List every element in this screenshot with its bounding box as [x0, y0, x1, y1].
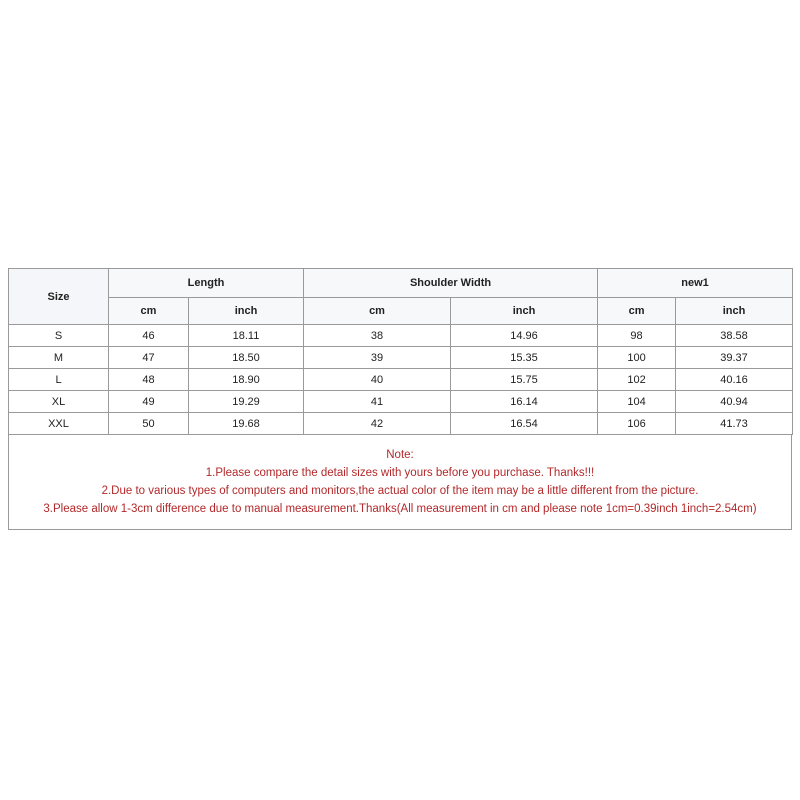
unit-header: cm — [304, 298, 451, 325]
table-cell: 48 — [109, 369, 189, 391]
table-cell: 106 — [598, 413, 676, 435]
table-row — [9, 325, 793, 347]
size-label: L — [9, 369, 109, 391]
table-cell: 15.35 — [451, 347, 598, 369]
table-row — [9, 369, 793, 391]
group-header-shoulder-width: Shoulder Width — [304, 269, 598, 298]
group-header-length: Length — [109, 269, 304, 298]
note-line: 1.Please compare the detail sizes with yours before you purchase. Thanks!!! — [205, 467, 595, 479]
table-cell: 40.16 — [676, 369, 793, 391]
unit-header: cm — [598, 298, 676, 325]
size-label: M — [9, 347, 109, 369]
table-cell: 38.58 — [676, 325, 793, 347]
note-line: 3.Please allow 1-3cm difference due to manual measurement.Thanks(All measurement in cm and please note 1cm=0.39inch 1inch=2.54cm) — [43, 503, 757, 515]
table-cell: 42 — [304, 413, 451, 435]
size-label: XXL — [9, 413, 109, 435]
table-cell: 98 — [598, 325, 676, 347]
table-cell: 102 — [598, 369, 676, 391]
table-cell: 39.37 — [676, 347, 793, 369]
table-cell: 40 — [304, 369, 451, 391]
notes-section — [8, 435, 792, 530]
table-cell: 49 — [109, 391, 189, 413]
table-cell: 50 — [109, 413, 189, 435]
unit-header: inch — [676, 298, 793, 325]
table-cell: 41.73 — [676, 413, 793, 435]
note-line: 2.Due to various types of computers and monitors,the actual color of the item may be a little different from the picture. — [101, 485, 699, 497]
unit-header: inch — [189, 298, 304, 325]
table-cell: 18.50 — [189, 347, 304, 369]
table-cell: 18.90 — [189, 369, 304, 391]
table-row — [9, 347, 793, 369]
table-cell: 16.14 — [451, 391, 598, 413]
size-label: S — [9, 325, 109, 347]
table-cell: 16.54 — [451, 413, 598, 435]
table-cell: 15.75 — [451, 369, 598, 391]
table-cell: 14.96 — [451, 325, 598, 347]
unit-header: cm — [109, 298, 189, 325]
table-cell: 38 — [304, 325, 451, 347]
table-cell: 18.11 — [189, 325, 304, 347]
table-cell: 100 — [598, 347, 676, 369]
note-title: Note: — [386, 449, 414, 461]
table-cell: 47 — [109, 347, 189, 369]
size-label: XL — [9, 391, 109, 413]
table-cell: 41 — [304, 391, 451, 413]
table-cell: 40.94 — [676, 391, 793, 413]
table-row — [9, 413, 793, 435]
size-table — [8, 268, 793, 435]
group-header-new1: new1 — [598, 269, 793, 298]
table-cell: 19.68 — [189, 413, 304, 435]
size-column-header: Size — [9, 269, 109, 325]
size-chart — [8, 268, 792, 530]
table-cell: 46 — [109, 325, 189, 347]
unit-header: inch — [451, 298, 598, 325]
table-cell: 104 — [598, 391, 676, 413]
table-cell: 19.29 — [189, 391, 304, 413]
table-cell: 39 — [304, 347, 451, 369]
table-row — [9, 391, 793, 413]
